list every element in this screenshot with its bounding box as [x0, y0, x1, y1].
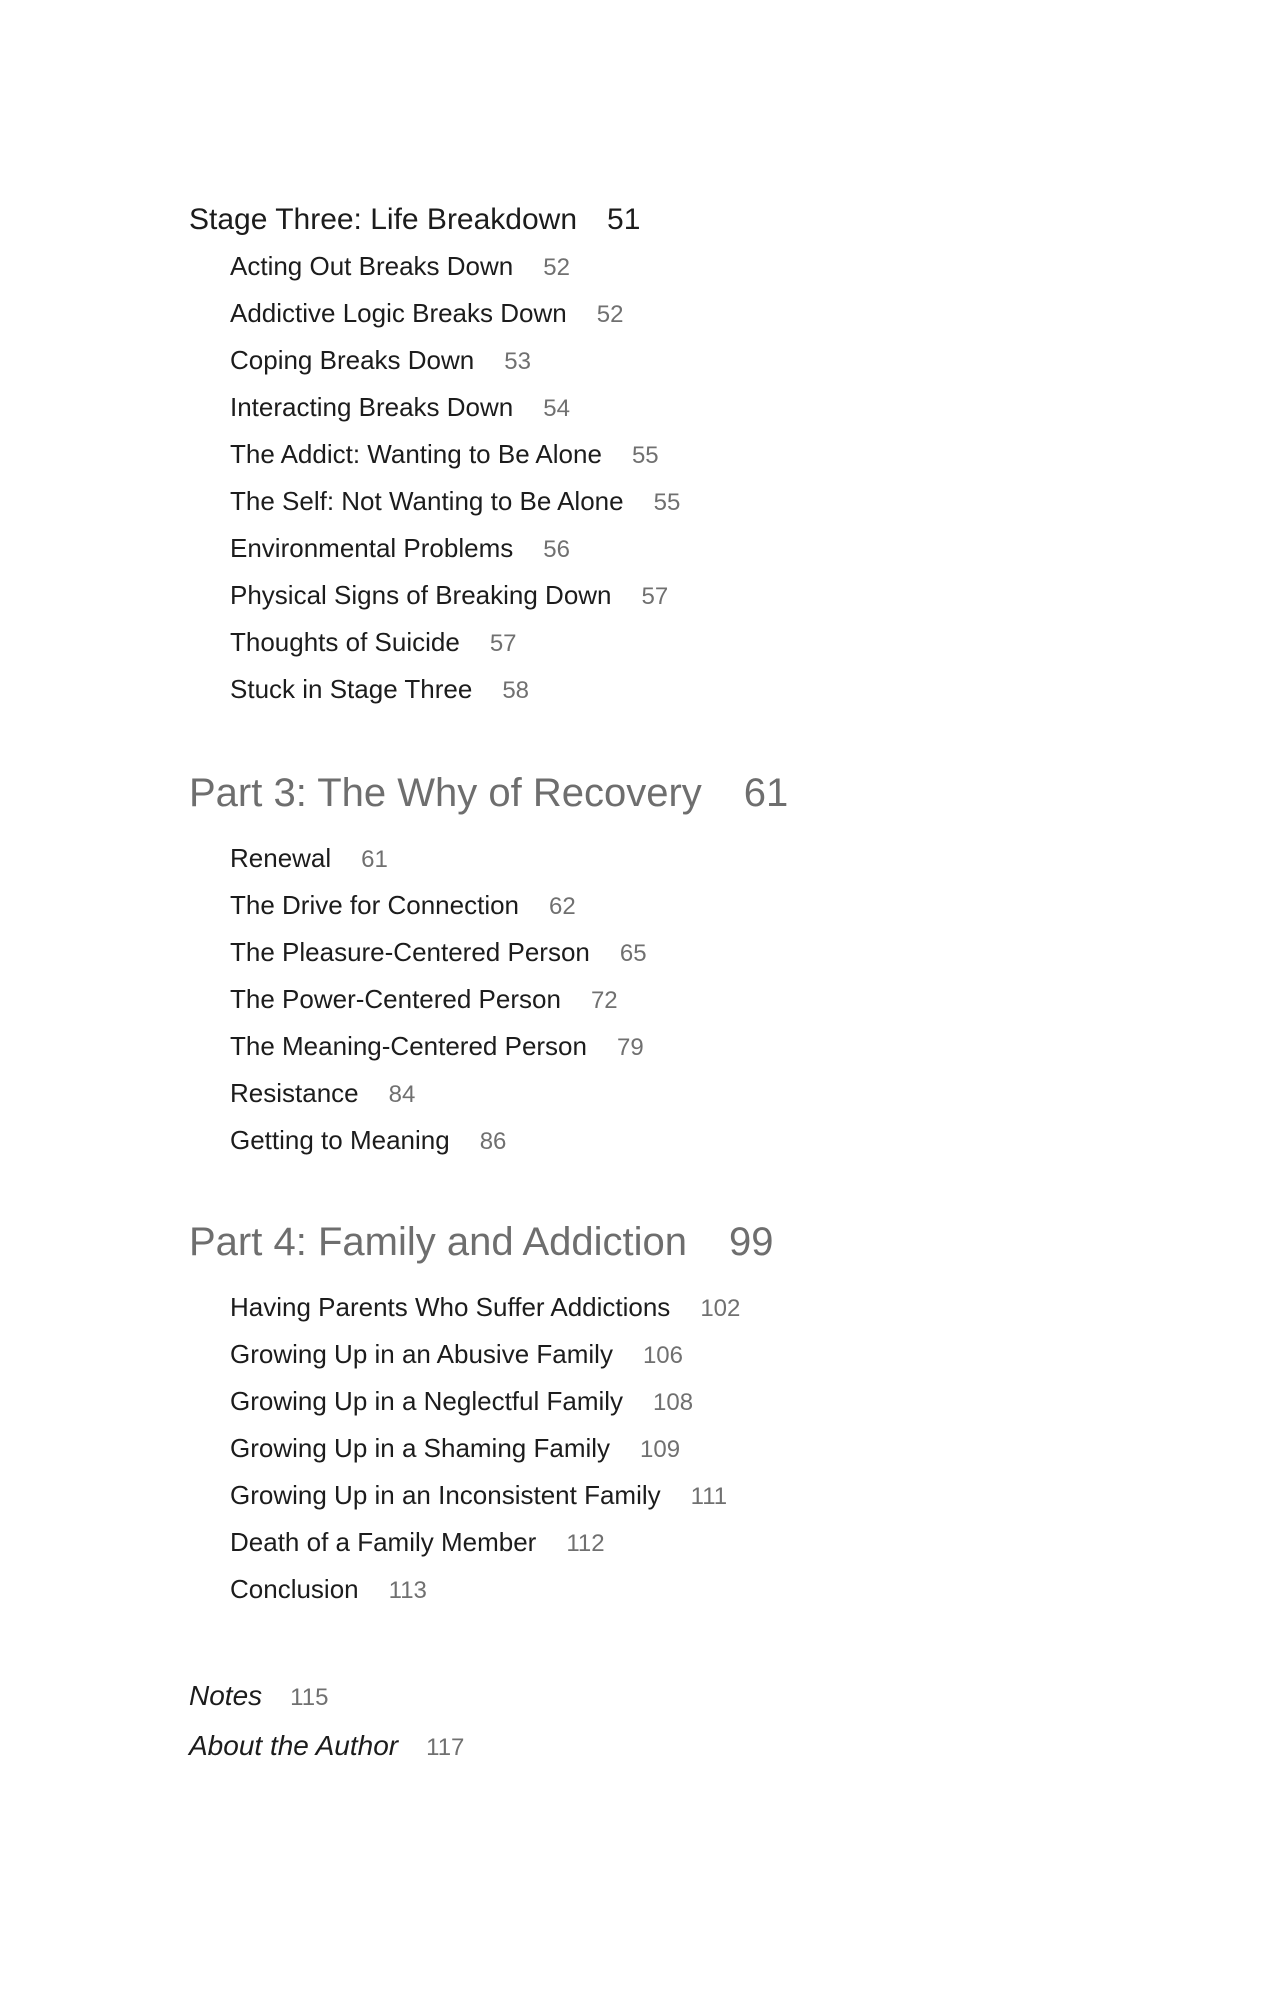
toc-entry-page: 65	[619, 940, 647, 967]
table-of-contents	[189, 196, 1189, 1771]
toc-item	[189, 431, 1189, 478]
toc-back-matter-notes	[189, 1671, 1189, 1721]
toc-item	[189, 1425, 1189, 1472]
toc-entry-title: Growing Up in a Neglectful Family	[230, 1386, 624, 1416]
toc-entry-title: Physical Signs of Breaking Down	[230, 580, 612, 610]
toc-item	[189, 929, 1189, 976]
toc-entry-title: Notes	[189, 1680, 263, 1711]
toc-entry-page: 72	[590, 987, 618, 1014]
toc-item	[189, 384, 1189, 431]
toc-entry-page: 112	[566, 1530, 605, 1557]
toc-item	[189, 1566, 1189, 1613]
toc-item	[189, 290, 1189, 337]
toc-entry-title: The Pleasure-Centered Person	[230, 937, 590, 967]
toc-entry-page: 61	[361, 846, 388, 873]
toc-entry-title: Addictive Logic Breaks Down	[230, 298, 567, 328]
toc-item	[189, 1331, 1189, 1378]
toc-part-heading	[189, 765, 1189, 821]
toc-entry-title: Environmental Problems	[230, 533, 514, 563]
toc-item	[189, 1284, 1189, 1331]
toc-entry-title: Stuck in Stage Three	[230, 674, 473, 704]
toc-stage-three	[189, 196, 1189, 243]
toc-item	[189, 619, 1189, 666]
toc-entry-page: 84	[388, 1081, 416, 1108]
toc-entry-page: 99	[729, 1220, 774, 1264]
toc-entry-title: Death of a Family Member	[230, 1527, 537, 1557]
toc-entry-title: Growing Up in an Inconsistent Family	[230, 1480, 661, 1510]
toc-entry-title: Part 4: Family and Addiction	[189, 1220, 688, 1264]
toc-entry-title: Growing Up in an Abusive Family	[230, 1339, 613, 1369]
toc-entry-title: Renewal	[230, 843, 332, 873]
toc-entry-title: The Self: Not Wanting to Be Alone	[230, 486, 624, 516]
toc-part-heading	[189, 1214, 1189, 1270]
toc-item	[189, 1023, 1189, 1070]
toc-entry-page: 62	[549, 893, 576, 920]
toc-entry-title: The Power-Centered Person	[230, 984, 561, 1014]
toc-item	[189, 243, 1189, 290]
toc-entry-page: 102	[700, 1295, 741, 1322]
toc-item	[189, 835, 1189, 882]
toc-entry-page: 86	[479, 1128, 507, 1155]
toc-entry-page: 53	[504, 348, 531, 375]
toc-item	[189, 478, 1189, 525]
toc-entry-title: Coping Breaks Down	[230, 345, 475, 375]
toc-entry-page: 52	[543, 254, 570, 281]
toc-entry-title: The Drive for Connection	[230, 890, 520, 920]
toc-entry-page: 108	[653, 1389, 694, 1416]
toc-entry-title: Resistance	[230, 1078, 359, 1108]
toc-entry-title: The Addict: Wanting to Be Alone	[230, 439, 602, 469]
toc-entry-page: 113	[388, 1577, 427, 1604]
toc-entry-page: 55	[631, 442, 659, 469]
toc-back-matter-about-author	[189, 1721, 1189, 1771]
toc-entry-title: About the Author	[189, 1730, 399, 1761]
toc-entry-page: 111	[690, 1483, 728, 1510]
toc-entry-title: Interacting Breaks Down	[230, 392, 514, 422]
toc-item	[189, 1519, 1189, 1566]
toc-entry-page: 57	[489, 630, 517, 657]
toc-item	[189, 1472, 1189, 1519]
toc-entry-title: Thoughts of Suicide	[230, 627, 460, 657]
toc-entry-page: 52	[596, 301, 624, 328]
toc-entry-page: 106	[642, 1342, 683, 1369]
toc-item	[189, 1070, 1189, 1117]
toc-item	[189, 882, 1189, 929]
toc-entry-title: Getting to Meaning	[230, 1125, 450, 1155]
toc-entry-page: 79	[616, 1034, 644, 1061]
toc-entry-page: 117	[426, 1734, 465, 1761]
toc-item	[189, 666, 1189, 713]
toc-entry-title: Growing Up in a Shaming Family	[230, 1433, 611, 1463]
toc-item	[189, 1117, 1189, 1164]
toc-entry-title: Conclusion	[230, 1574, 359, 1604]
toc-entry-page: 55	[653, 489, 681, 516]
toc-entry-title: Acting Out Breaks Down	[230, 251, 514, 281]
toc-item	[189, 337, 1189, 384]
toc-entry-page: 61	[743, 771, 789, 815]
toc-item	[189, 525, 1189, 572]
toc-entry-page: 57	[641, 583, 669, 610]
toc-entry-page: 115	[290, 1684, 329, 1711]
toc-entry-title: Having Parents Who Suffer Addictions	[230, 1292, 671, 1322]
toc-entry-title: Stage Three: Life Breakdown	[189, 203, 578, 236]
toc-item	[189, 1378, 1189, 1425]
toc-entry-title: The Meaning-Centered Person	[230, 1031, 587, 1061]
toc-entry-page: 56	[543, 536, 570, 563]
toc-item	[189, 976, 1189, 1023]
toc-entry-title: Part 3: The Why of Recovery	[189, 771, 702, 815]
toc-entry-page: 51	[607, 203, 641, 236]
toc-entry-page: 58	[502, 677, 530, 704]
toc-item	[189, 572, 1189, 619]
toc-entry-page: 109	[640, 1436, 681, 1463]
toc-entry-page: 54	[543, 395, 570, 422]
